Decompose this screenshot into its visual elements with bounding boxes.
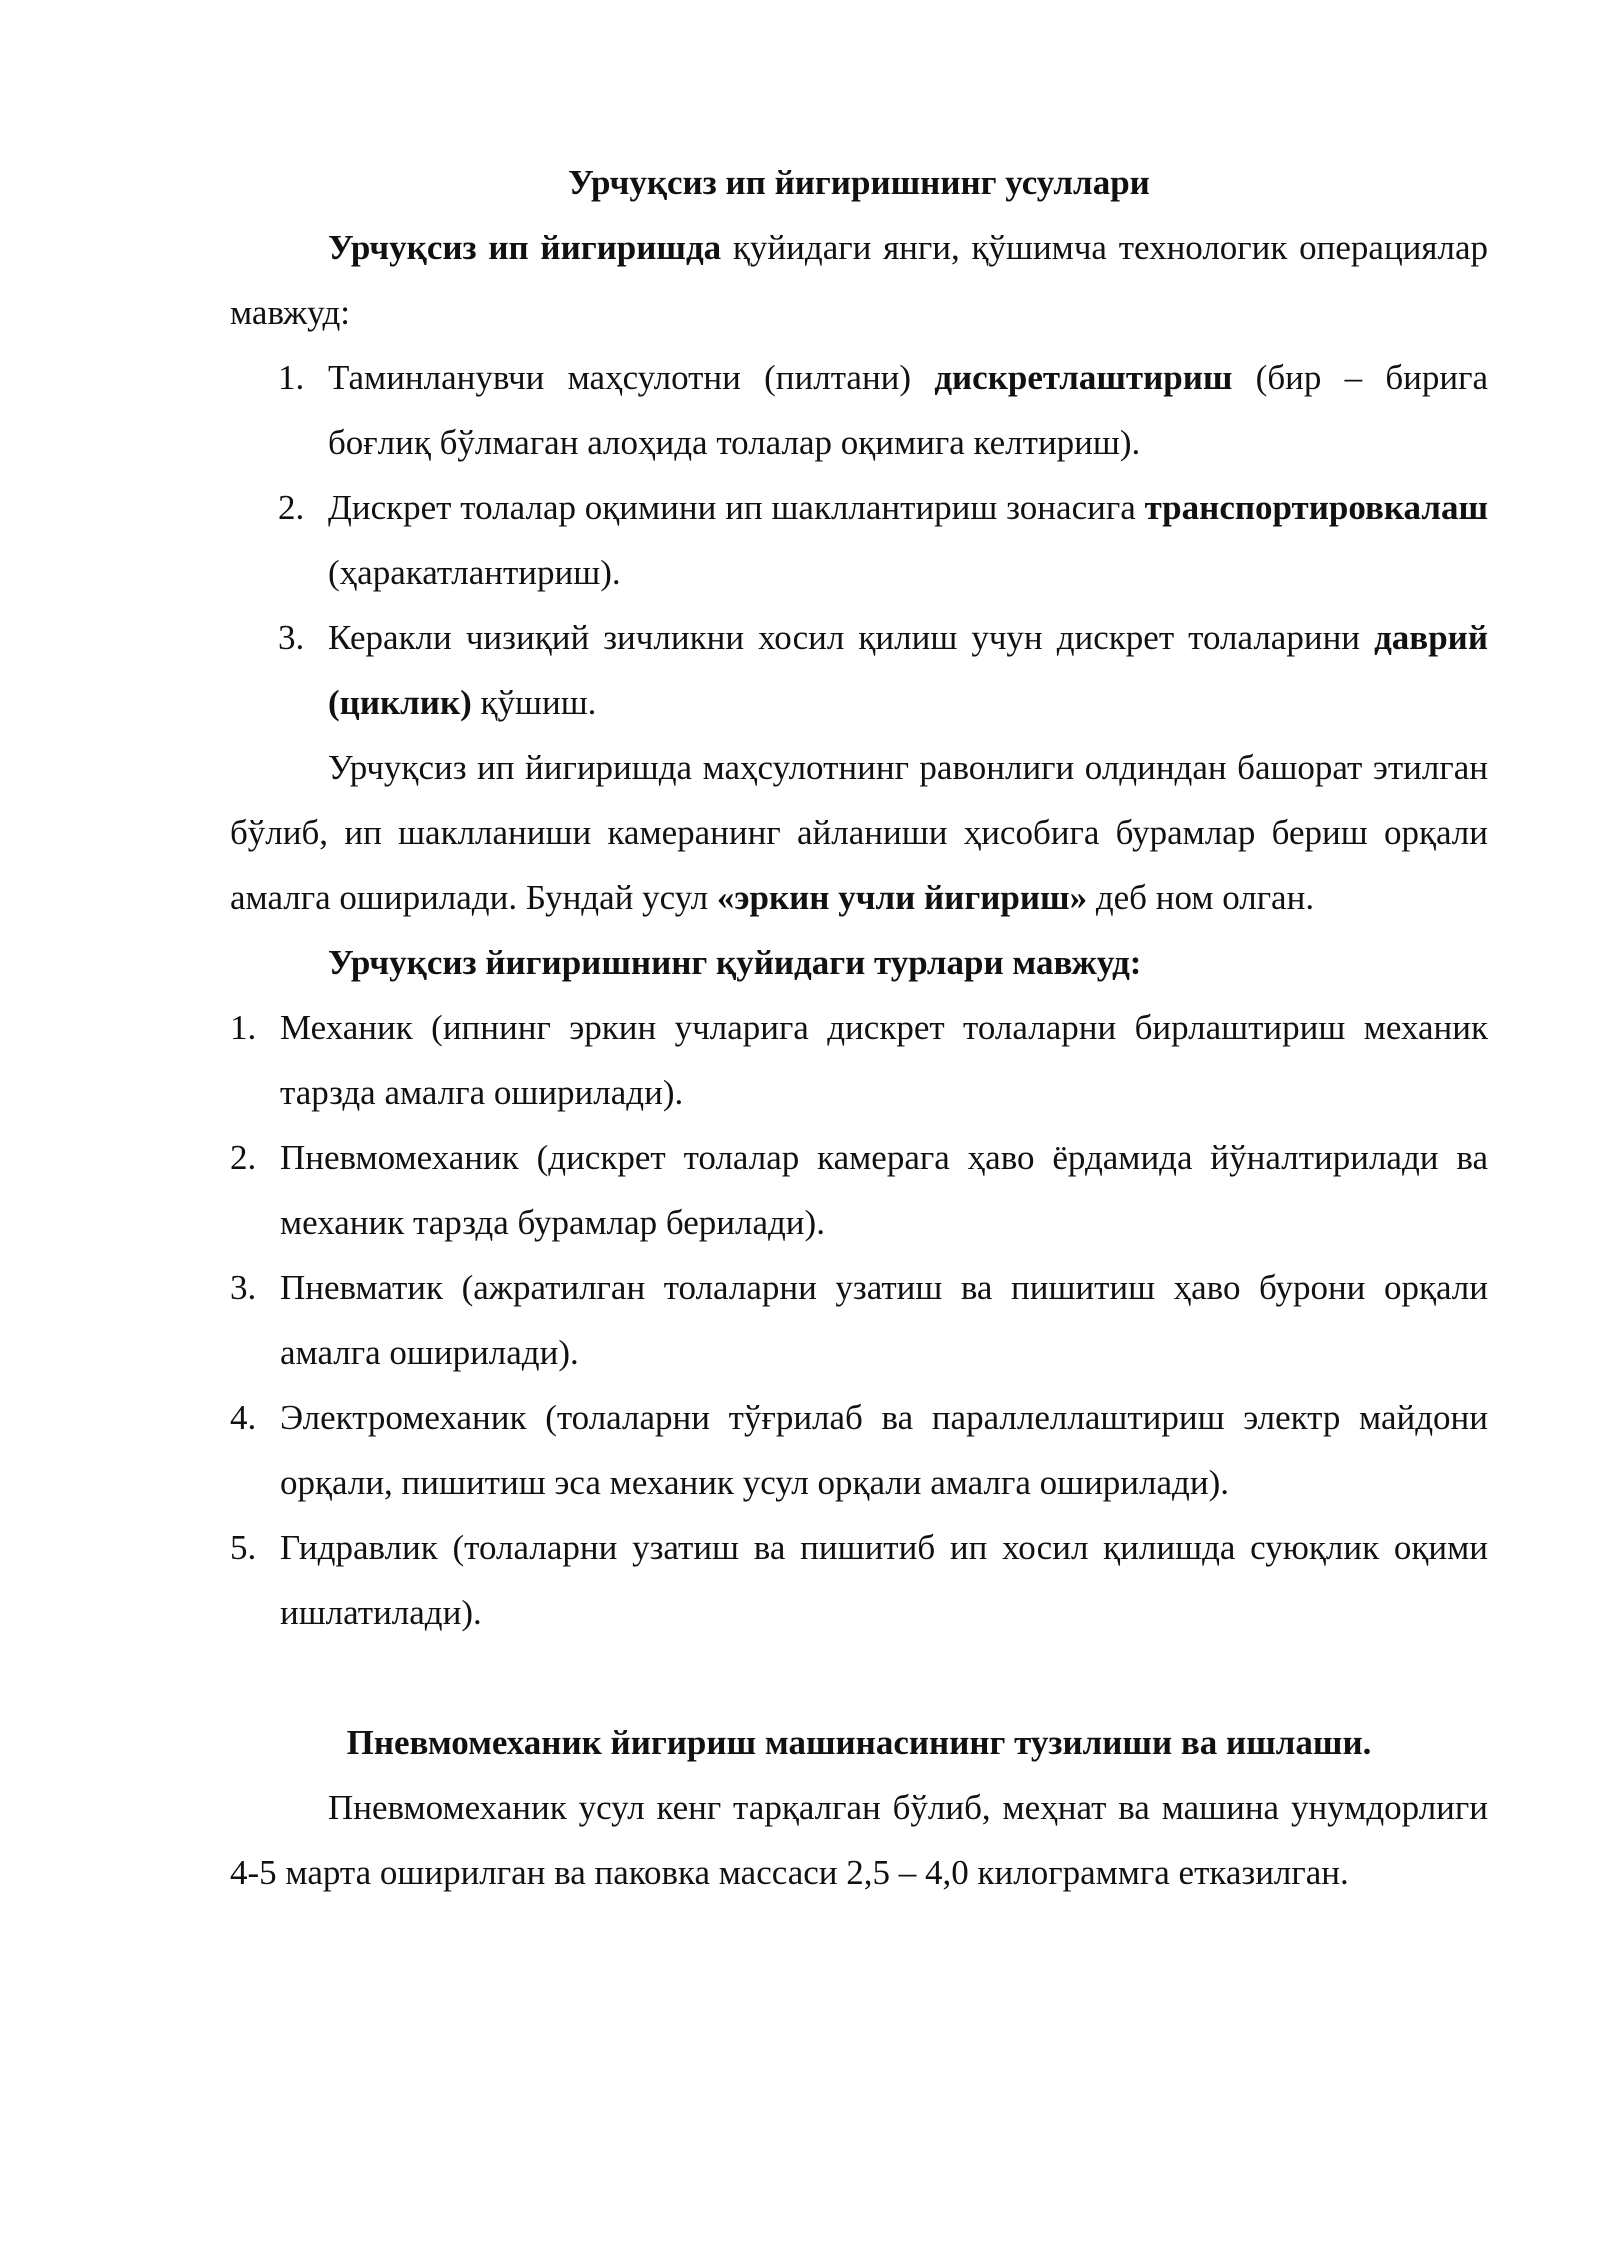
operation-item — [230, 475, 1488, 605]
operation-text: Дискрет толалар оқимини ип шакллантириш зонасига — [328, 488, 1145, 527]
type-item — [230, 1515, 1488, 1645]
operation-text: Керакли чизиқий зичликни хосил қилиш учун дискрет толаларини — [328, 618, 1375, 657]
operation-item — [230, 605, 1488, 735]
paragraph-text: Урчуқсиз ип йигиришда маҳсулотнинг равонлиги олдиндан башорат этилган бўлиб, ип шаклланиши камеранинг айланиши ҳисобига бурамлар бериш орқали амалга оширилади. Бундай усул — [230, 748, 1488, 917]
type-item — [230, 1255, 1488, 1385]
operation-bold-term: дискретлаштириш — [934, 358, 1233, 397]
type-text: Пневматик (ажратилган толаларни узатиш ва пишитиш ҳаво бурони орқали амалга оширилади). — [280, 1268, 1488, 1372]
type-item — [230, 1125, 1488, 1255]
section-title: Пневмомеханик йигириш машинасининг тузилиши ва ишлаши. — [346, 1723, 1372, 1762]
type-text: Электромеханик (толаларни тўғрилаб ва параллеллаштириш электр майдони орқали, пишитиш эса механик усул орқали амалга оширилади). — [280, 1398, 1488, 1502]
type-number: 5. — [230, 1528, 257, 1567]
blank-line — [230, 1645, 1488, 1710]
type-number: 1. — [230, 1008, 257, 1047]
types-heading: Урчуқсиз йигиришнинг қуйидаги турлари мавжуд: — [328, 943, 1142, 982]
operation-number: 3. — [278, 618, 305, 657]
operation-bold-term: даврий (циклик) — [328, 618, 1488, 722]
intro-text: қуйидаги янги, қўшимча технологик операциялар мавжуд: — [230, 228, 1488, 332]
operation-text: Таминланувчи маҳсулотни (пилтани) — [328, 358, 935, 397]
intro-paragraph — [230, 215, 1488, 345]
document-page — [230, 150, 1488, 1905]
free-end-spinning-paragraph — [230, 735, 1488, 930]
document-title: Урчуқсиз ип йигиришнинг усуллари — [568, 163, 1150, 202]
type-item — [230, 1385, 1488, 1515]
operations-list — [230, 345, 1488, 735]
type-text: Пневмомеханик (дискрет толалар камерага ҳаво ёрдамида йўналтирилади ва механик тарзда бурамлар берилади). — [280, 1138, 1488, 1242]
operation-text-after: (бир – бирига боғлиқ бўлмаган алоҳида толалар оқимига келтириш). — [328, 358, 1488, 462]
type-number: 2. — [230, 1138, 257, 1177]
paragraph-text-after: деб ном олган. — [1087, 878, 1315, 917]
operation-item — [230, 345, 1488, 475]
operation-bold-term: транспортировкалаш — [1144, 488, 1488, 527]
paragraph-bold-term: «эркин учли йигириш» — [716, 878, 1088, 917]
intro-bold-term: Урчуқсиз ип йигиришда — [328, 228, 722, 267]
operation-number: 1. — [278, 358, 305, 397]
operation-text-after: қўшиш. — [471, 683, 597, 722]
spinning-types-list — [230, 995, 1488, 1645]
type-number: 4. — [230, 1398, 257, 1437]
operation-number: 2. — [278, 488, 305, 527]
operation-text-after: (ҳаракатлантириш). — [328, 553, 621, 592]
type-item — [230, 995, 1488, 1125]
type-number: 3. — [230, 1268, 257, 1307]
type-text: Механик (ипнинг эркин учларига дискрет толаларни бирлаштириш механик тарзда амалга оширилади). — [280, 1008, 1488, 1112]
pneumomechanical-paragraph: Пневмомеханик усул кенг тарқалган бўлиб, меҳнат ва машина унумдорлиги 4-5 марта оширилган ва паковка массаси 2,5 – 4,0 килограммга етказилган. — [230, 1788, 1488, 1892]
type-text: Гидравлик (толаларни узатиш ва пишитиб ип хосил қилишда суюқлик оқими ишлатилади). — [280, 1528, 1488, 1632]
